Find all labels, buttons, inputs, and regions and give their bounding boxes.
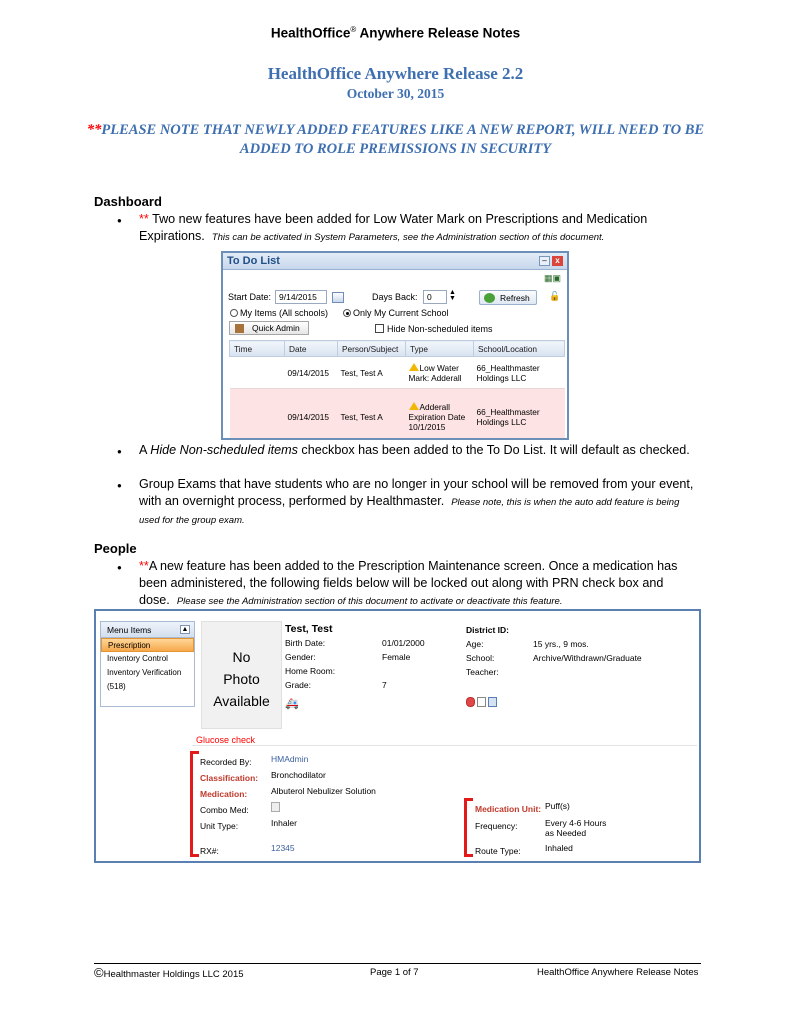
minimize-icon[interactable]: –: [539, 256, 550, 266]
to-do-table: [229, 340, 565, 440]
table-row[interactable]: 09/14/2015 Test, Test A Adderall Expiration Date 10/1/2015 66_Healthmaster Holdings LLC: [230, 389, 565, 441]
birth-date-value: 01/01/2000: [382, 638, 425, 648]
home-room-label: Home Room:: [285, 666, 336, 676]
classification-label: Classification:: [200, 773, 259, 783]
age-label: Age:: [466, 639, 484, 649]
highlight-bracket-right: [464, 798, 473, 857]
recorded-by-value: HMAdmin: [271, 754, 309, 764]
quick-admin-icon: [235, 324, 244, 333]
rx-number-label: RX#:: [200, 846, 219, 856]
hide-nonscheduled-checkbox[interactable]: Hide Non-scheduled items: [375, 324, 493, 334]
recorded-by-label: Recorded By:: [200, 757, 252, 767]
no-photo-placeholder: No Photo Available: [201, 621, 282, 729]
bullet-icon: ●: [117, 481, 122, 490]
medication-unit-value: Puff(s): [545, 801, 570, 811]
footer-page-number: Page 1 of 7: [370, 967, 419, 978]
to-do-list-title: To Do List: [227, 255, 280, 267]
days-back-input[interactable]: 0: [423, 290, 447, 304]
menu-item-inventory-control[interactable]: Inventory Control: [107, 654, 168, 663]
grade-value: 7: [382, 680, 387, 690]
start-date-label: Start Date:: [228, 292, 272, 302]
pill-icon[interactable]: [466, 697, 475, 707]
frequency-label: Frequency:: [475, 821, 518, 831]
radio-all-schools[interactable]: My Items (All schools): [230, 308, 328, 318]
district-id-label: District ID:: [466, 625, 509, 635]
dashboard-bullet-2: A Hide Non-scheduled items checkbox has been added to the To Do List. It will default as checked.: [139, 443, 690, 457]
document-icon[interactable]: [477, 697, 486, 707]
dashboard-bullet-3: Group Exams that have students who are no longer in your school will be removed from your event, with an overnight process, performed by Healthmaster. Please note, this is when the auto add feature is being used for the group exam.: [139, 477, 694, 526]
school-label: School:: [466, 653, 495, 663]
footer-document-name: HealthOffice Anywhere Release Notes: [537, 967, 699, 978]
menu-item-prescription[interactable]: Prescription: [101, 638, 194, 652]
to-do-list-panel: [221, 251, 569, 440]
release-date: October 30, 2015: [346, 86, 445, 101]
refresh-button[interactable]: Refresh: [479, 290, 537, 305]
radio-current-school[interactable]: Only My Current School: [343, 308, 449, 318]
warning-icon: [409, 402, 419, 410]
gender-value: Female: [382, 652, 411, 662]
medication-value: Albuterol Nebulizer Solution: [271, 786, 376, 796]
frequency-value-2: as Needed: [545, 828, 587, 838]
people-heading: People: [94, 541, 137, 556]
combo-med-label: Combo Med:: [200, 805, 249, 815]
document-header-title: HealthOffice® Anywhere Release Notes: [270, 25, 521, 41]
menu-item-count[interactable]: (518): [107, 682, 126, 691]
table-row[interactable]: 09/14/2015 Test, Test A Low Water Mark: Adderall 66_Healthmaster Holdings LLC: [230, 357, 565, 389]
column-header[interactable]: School/Location: [474, 341, 565, 357]
menu-items-panel: [100, 621, 195, 707]
dashboard-bullet-1: ** Two new features have been added for Low Water Mark on Prescriptions and Medication Expirations. This can be activated in System Parameters, see the Administration section of this document.: [139, 212, 648, 243]
people-bullet-1: **A new feature has been added to the Prescription Maintenance screen. Once a medication has been administered, the following fields below will be locked out along with PRN check box and dose. Please see the Administration section of this document to activate or deactivate this feature.: [139, 559, 678, 607]
classification-value: Bronchodilator: [271, 770, 326, 780]
security-note: **PLEASE NOTE THAT NEWLY ADDED FEATURES LIKE A NEW REPORT, WILL NEED TO BE ADDED TO ROLE PREMISSIONS IN SECURITY: [86, 122, 705, 157]
menu-items-header: Menu Items ▲: [101, 622, 194, 638]
gender-label: Gender:: [285, 652, 316, 662]
unit-type-value: Inhaler: [271, 818, 297, 828]
refresh-icon: [484, 293, 495, 303]
unit-type-label: Unit Type:: [200, 821, 239, 831]
spinner-icon[interactable]: ▲ ▼: [449, 289, 456, 302]
combo-med-checkbox[interactable]: [271, 802, 280, 812]
release-title: HealthOffice Anywhere Release 2.2: [267, 64, 524, 83]
calendar-icon[interactable]: [332, 292, 344, 303]
bullet-icon: ●: [117, 563, 122, 572]
rx-number-value: 12345: [271, 843, 295, 853]
export-icon[interactable]: ▦▣: [543, 273, 561, 283]
bullet-icon: ●: [117, 447, 122, 456]
bullet-icon: ●: [117, 216, 122, 225]
calendar-icon[interactable]: [488, 697, 497, 707]
footer-divider: [94, 963, 701, 964]
lock-icon[interactable]: 🔓: [549, 291, 561, 301]
birth-date-label: Birth Date:: [285, 638, 326, 648]
grade-label: Grade:: [285, 680, 311, 690]
divider: [192, 745, 697, 746]
school-value: Archive/Withdrawn/Graduate: [533, 653, 642, 663]
menu-item-inventory-verification[interactable]: Inventory Verification: [107, 668, 182, 677]
column-header[interactable]: Person/Subject: [338, 341, 406, 357]
medication-label: Medication:: [200, 789, 248, 799]
medication-unit-label: Medication Unit:: [475, 804, 542, 814]
frequency-value-1: Every 4-6 Hours: [545, 818, 607, 828]
warning-icon: [409, 363, 419, 371]
dashboard-heading: Dashboard: [94, 194, 162, 209]
column-header[interactable]: Type: [406, 341, 474, 357]
prescription-screenshot: [94, 609, 701, 863]
route-type-label: Route Type:: [475, 846, 521, 856]
column-header[interactable]: Time: [230, 341, 285, 357]
days-back-label: Days Back:: [372, 292, 418, 302]
age-value: 15 yrs., 9 mos.: [533, 639, 589, 649]
ambulance-icon[interactable]: 🚑: [285, 698, 299, 710]
start-date-input[interactable]: 9/14/2015: [275, 290, 327, 304]
to-do-list-header: [223, 253, 567, 270]
quick-admin-button[interactable]: Quick Admin: [229, 321, 309, 335]
route-type-value: Inhaled: [545, 843, 573, 853]
glucose-check-link[interactable]: Glucose check: [196, 735, 256, 745]
close-icon[interactable]: x: [552, 256, 563, 266]
highlight-bracket-left: [190, 751, 199, 857]
collapse-icon[interactable]: ▲: [181, 626, 189, 633]
student-name: Test, Test: [285, 623, 333, 635]
footer-copyright: ©Healthmaster Holdings LLC 2015: [94, 965, 244, 980]
column-header[interactable]: Date: [285, 341, 338, 357]
teacher-label: Teacher:: [466, 667, 499, 677]
